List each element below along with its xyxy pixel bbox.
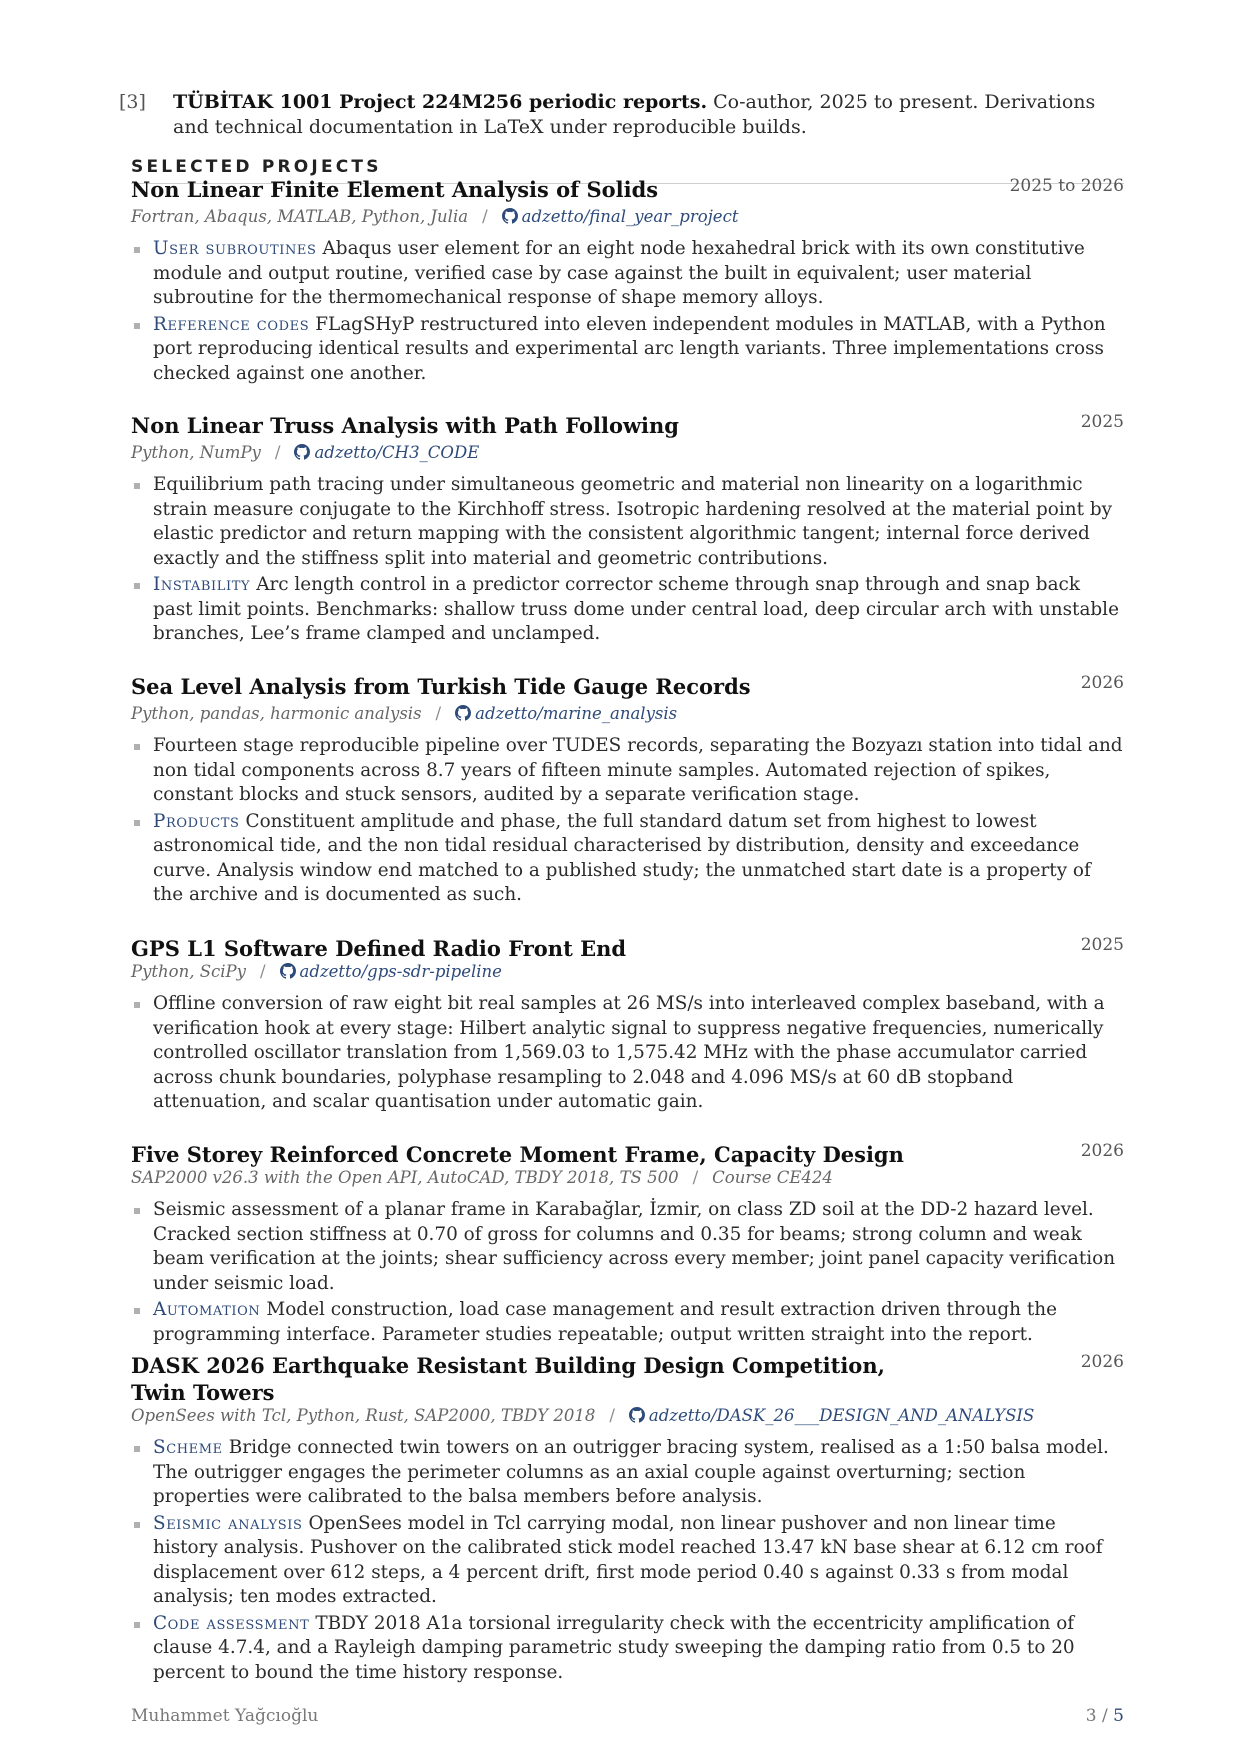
bullet-text: Abaqus user element for an eight node hexahedral brick with its own constitutive module and output routine, verified case by case against the built in equivalent; user material subroutine for the thermomechanical response of shape memory alloys. [153,238,1085,308]
bullet-label: Instability [153,574,251,595]
publication-entry [119,90,1124,140]
project-title: GPS L1 Software Defined Radio Front End [131,936,627,961]
project-meta [131,1404,1124,1428]
project-meta [131,441,1124,465]
project-title: Non Linear Finite Element Analysis of Solids [131,177,659,202]
github-icon [280,963,296,979]
separator: / [692,1168,699,1187]
project-year: 2025 [1080,935,1124,955]
bullet-text: Constituent amplitude and phase, the full standard datum set from highest to lowest astronomical tide, and the non tidal residual characterised by distribution, density and exceedance curve. Analysis window end matched to a published study; the unmatched start date is a property of the archive and is documented as such. [153,810,1091,905]
bullet-text: Bridge connected twin towers on an outrigger bracing system, realised as a 1:50 balsa model. The outrigger engages the perimeter columns as an axial couple against overturning; section properties were calibrated to the balsa members before analysis. [153,1437,1109,1507]
repo-link[interactable]: adzetto/CH3_CODE [294,443,479,462]
list-item [131,573,1124,647]
project-tools: Fortran, Abaqus, MATLAB, Python, Julia [131,207,469,226]
separator: / [274,443,281,462]
project-year: 2026 [1080,673,1124,693]
project-tools: Python, SciPy [131,962,246,981]
bullet-text: FLagSHyP restructured into eleven independent modules in MATLAB, with a Python port reproducing identical results and experimental arc length variants. Three implementations cross checked against one another. [153,313,1106,384]
list-item [131,473,1124,571]
project-tools: Python, pandas, harmonic analysis [131,704,422,723]
separator: / [259,962,266,981]
list-item [131,734,1124,808]
project-meta [131,205,1124,229]
github-icon [294,444,310,460]
project [131,1141,1124,1349]
github-icon [629,1407,645,1423]
publication-title: TÜBİTAK 1001 Project 224M256 periodic reports. [173,91,708,113]
project-meta [131,960,1124,984]
bullet-label: Reference codes [153,313,310,335]
repo-link[interactable]: adzetto/final_year_project [502,207,739,226]
bullet-label: Scheme [153,1437,223,1458]
list-item [131,1436,1124,1510]
project-meta [131,702,1124,726]
list-item [131,1612,1124,1686]
project-year: 2025 to 2026 [1009,176,1124,196]
course-code: Course CE424 [712,1168,833,1187]
list-item [131,313,1124,387]
footer-author: Muhammet Yağcıoğlu [131,1706,319,1726]
publication-text: Co-author, 2025 to present. Derivations and technical documentation in LaTeX under reproducible builds. [173,91,1096,138]
list-item [131,810,1124,908]
list-item [131,1512,1124,1610]
page-footer [131,1706,1124,1726]
project-title: DASK 2026 Earthquake Resistant Building Design Competition, Twin Towers [131,1353,885,1405]
project-year: 2026 [1080,1141,1124,1161]
bullet-text: TBDY 2018 A1a torsional irregularity check with the eccentricity amplification of clause 4.7.4, and a Rayleigh damping parametric study sweeping the damping ratio from 0.5 to 20 percent to bound the time history response. [153,1612,1075,1683]
list-item [131,1198,1124,1296]
separator: / [482,207,488,226]
bullet-text: Arc length control in a predictor corrector scheme through snap through and snap back past limit points. Benchmarks: shallow truss dome under central load, deep circular arch with unstable branches, Lee’s frame clamped and unclamped. [153,574,1119,644]
project [131,1352,1124,1687]
project [131,673,1124,910]
project [131,935,1124,1117]
github-icon [502,208,518,224]
bullet-label: Automation [153,1299,261,1320]
list-item [131,1298,1124,1347]
bullet-text: Equilibrium path tracing under simultaneous geometric and material non linearity on a logarithmic strain measure conjugate to the Kirchhoff stress. Isotropic hardening resolved at the material point by elastic predictor and return mapping with the consistent algorithmic tangent; internal force derived exactly and the stiffness split into material and geometric contributions. [153,474,1112,569]
github-icon [455,705,471,721]
project-title: Sea Level Analysis from Turkish Tide Gauge Records [131,674,751,699]
bullet-text: Offline conversion of raw eight bit real samples at 26 MS/s into interleaved complex baseband, with a verification hook at every stage: Hilbert analytic signal to suppress negative frequencies, numerically controlled oscillator translation from 1,569.03 to 1,575.42 MHz with the phase accumulator carried across chunk boundaries, polyphase resampling to 2.048 and 4.096 MS/s at 60 dB stopband attenuation, and scalar quantisation under automatic gain. [153,993,1105,1112]
section-title: SELECTED PROJECTS [131,157,1124,184]
bullet-label: Seismic analysis [153,1512,303,1534]
separator: / [609,1406,615,1425]
project-year: 2026 [1080,1352,1124,1372]
bullet-text: Model construction, load case management and result extraction driven through the programming interface. Parameter studies repeatable; output written straight into the report. [153,1299,1057,1345]
separator: / [435,704,442,723]
project [131,176,1124,388]
project-year: 2025 [1080,412,1124,432]
repo-link[interactable]: adzetto/marine_analysis [455,704,677,723]
list-item [131,237,1124,311]
project-meta [131,1166,1124,1190]
bullet-label: User subroutines [153,238,317,259]
bullet-text: OpenSees model in Tcl carrying modal, non linear pushover and non linear time history analysis. Pushover on the calibrated stick model reached 13.47 kN base shear at 6.12 cm roof displacement over 612 steps, a 4 percent drift, first mode period 0.40 s against 0.33 s from modal analysis; ten modes extracted. [153,1512,1103,1607]
project-tools: OpenSees with Tcl, Python, Rust, SAP2000, TBDY 2018 [131,1406,596,1425]
project-tools: Python, NumPy [131,443,261,462]
bullet-label: Code assessment [153,1612,310,1634]
page-number: 3 / 5 [1085,1706,1124,1726]
list-item [131,992,1124,1115]
bullet-text: Fourteen stage reproducible pipeline over TUDES records, separating the Bozyazı station into tidal and non tidal components across 8.7 years of fifteen minute samples. Automated rejection of spikes, constant blocks and stuck sensors, audited by a separate verification stage. [153,735,1123,805]
project-title: Non Linear Truss Analysis with Path Following [131,413,679,438]
bullet-label: Products [153,810,240,832]
repo-link[interactable]: adzetto/gps-sdr-pipeline [280,962,502,981]
project-title: Five Storey Reinforced Concrete Moment Frame, Capacity Design [131,1142,904,1167]
publication-number: [3] [119,91,146,113]
project-tools: SAP2000 v26.3 with the Open API, AutoCAD, TBDY 2018, TS 500 [131,1168,679,1187]
project [131,412,1124,649]
bullet-text: Seismic assessment of a planar frame in Karabağlar, İzmir, on class ZD soil at the DD-2 hazard level. Cracked section stiffness at 0.70 of gross for columns and 0.35 for beams; strong column and weak beam verification at the joints; shear sufficiency across every member; joint panel capacity verification under seismic load. [153,1199,1116,1294]
repo-link[interactable]: adzetto/DASK_26___DESIGN_AND_ANALYSIS [629,1406,1034,1425]
